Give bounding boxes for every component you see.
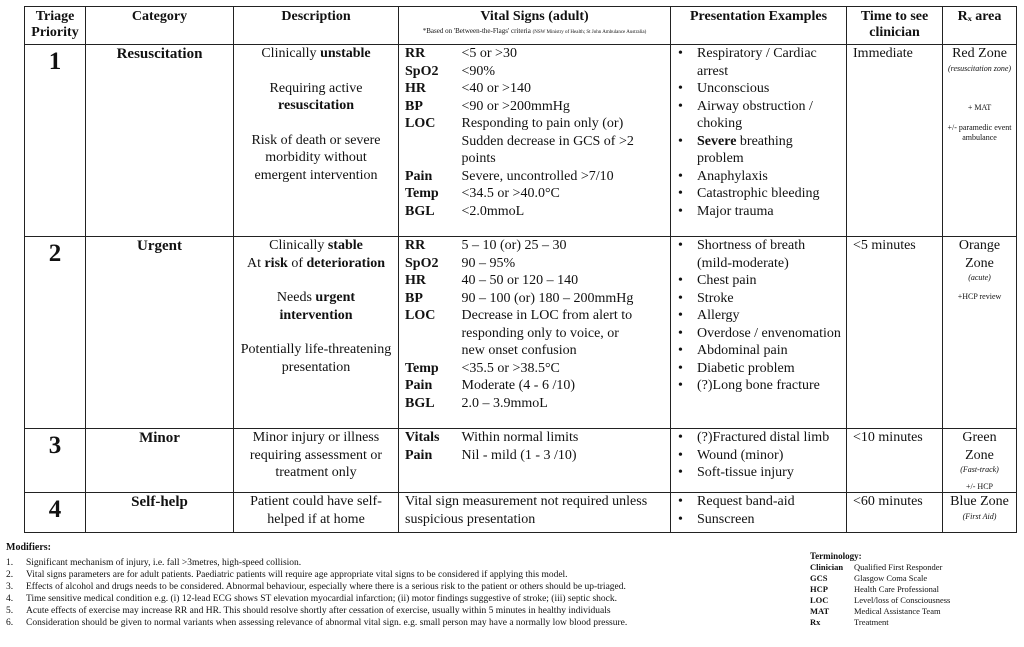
presentation-cell [671, 45, 847, 237]
modifier-number: 6. [6, 618, 14, 628]
list-item: • Abdominal pain [675, 342, 842, 360]
zone-sub: (Fast-track) [960, 465, 999, 474]
vital-key: RR [405, 46, 426, 61]
vital-key: Temp [405, 186, 439, 201]
category-cell: Urgent [86, 237, 234, 429]
modifier-text: Vital signs parameters are for adult patients. Paediatric patients will require age appropriate vital signs to be considered if applying this model. [26, 570, 568, 580]
vital-keys [399, 429, 460, 493]
description-cell: Minor injury or illness requiring assessment or treatment only [234, 429, 399, 493]
list-item: • Airway obstruction / choking [675, 98, 842, 133]
vital-key: LOC [405, 116, 436, 131]
vital-key: SpO2 [405, 255, 439, 271]
area-note: +/- paramedic event ambulance [947, 122, 1012, 142]
list-item: • (?)Fractured distal limb [675, 429, 842, 447]
list-item: • Allergy [675, 307, 842, 325]
presentation-cell [671, 237, 847, 429]
priority-cell: 2 [25, 237, 86, 429]
desc-line: Requiring active [269, 80, 363, 96]
desc-line [238, 307, 394, 325]
vital-key: LOC [405, 308, 436, 323]
term-key: Rx [810, 617, 821, 627]
desc-bold: urgent [315, 290, 356, 305]
vital-key: BGL [405, 203, 435, 219]
vital-value: points [461, 151, 496, 166]
desc-bold: resuscitation [278, 98, 354, 113]
category-cell: Self-help [86, 493, 234, 533]
term-value: Level/loss of Consciousness [854, 595, 951, 605]
vital-key: RR [405, 238, 426, 253]
vital-key: BP [405, 98, 423, 114]
term-item [810, 584, 1020, 595]
vital-value: 2.0 – 3.9mmoL [461, 395, 548, 411]
zone-name: Green Zone [962, 430, 997, 463]
priority-cell: 1 [25, 45, 86, 237]
desc-line [238, 45, 394, 63]
time-cell: <60 minutes [847, 493, 943, 533]
vital-key: HR [405, 81, 426, 96]
vital-value: Moderate (4 - 6 /10) [461, 378, 576, 393]
modifier-number: 3. [6, 582, 14, 592]
modifier-text: Time sensitive medical condition e.g. (i) 12-lead ECG shows ST elevation myocardial infarction; (ii) motor findings suggestive of stroke; (iii) septic shock. [26, 594, 617, 604]
vitals-note-source: (NSW Ministry of Health; St John Ambulance Australia) [532, 30, 647, 35]
area-note: + MAT [967, 102, 992, 112]
zone-sub: (First Aid) [962, 511, 997, 521]
time-cell: <5 minutes [847, 237, 943, 429]
vital-key: BGL [405, 395, 435, 411]
term-key: HCP [810, 584, 828, 594]
description-cell: Patient could have self-helped if at home [234, 493, 399, 533]
term-value: Health Care Professional [854, 584, 939, 594]
modifier-item [6, 617, 806, 629]
vital-key: Vitals [405, 430, 440, 445]
time-cell: Immediate [847, 45, 943, 237]
modifier-number: 2. [6, 570, 14, 580]
header-vitals [399, 7, 671, 45]
header-area: Rₓ area [943, 7, 1017, 45]
desc-bold: intervention [279, 307, 353, 323]
modifiers-list [6, 557, 806, 629]
term-key: Clinician [810, 562, 844, 572]
vital-key [405, 342, 456, 360]
vital-value: 40 – 50 or 120 – 140 [461, 273, 579, 288]
desc-bold: risk [264, 255, 288, 271]
vital-keys [399, 237, 460, 429]
vital-value: 90 – 100 (or) 180 – 200mmHg [461, 290, 634, 306]
zone-sub: (resuscitation zone) [948, 63, 1012, 73]
triage-row-2 [25, 237, 1017, 429]
area-cell [943, 493, 1017, 533]
terminology-list [810, 562, 1020, 628]
vital-key: Pain [405, 447, 433, 463]
vital-key: SpO2 [405, 63, 439, 79]
modifier-text: Acute effects of exercise may increase RR and HR. This should resolve shortly after cessation of exercise, usually within 5 minutes in healthy individuals [26, 606, 611, 616]
modifier-number: 4. [6, 594, 14, 604]
vital-keys [399, 45, 460, 237]
modifier-item [6, 593, 806, 605]
modifier-item [6, 605, 806, 617]
desc-line: Potentially life-threatening presentation [240, 342, 392, 375]
list-item: • Sunscreen [675, 511, 842, 529]
area-cell [943, 237, 1017, 429]
header-presentation: Presentation Examples [671, 7, 847, 45]
list-item: • Shortness of breath (mild-moderate) [675, 237, 842, 272]
term-item [810, 595, 1020, 606]
area-cell [943, 45, 1017, 237]
vital-value: responding only to voice, or [461, 325, 619, 341]
desc-text: At [246, 255, 265, 271]
term-value: Treatment [854, 617, 889, 627]
triage-row-3 [25, 429, 1017, 493]
list-item: • Overdose / envenomation [675, 325, 842, 343]
vital-value: Nil - mild (1 - 3 /10) [461, 447, 577, 463]
description-cell [234, 237, 399, 429]
list-item: • Wound (minor) [675, 447, 842, 465]
desc-bold: deterioration [306, 255, 386, 271]
presentation-cell [671, 429, 847, 493]
area-note: +/- HCP [966, 482, 993, 491]
vital-value: Sudden decrease in GCS of >2 [461, 133, 634, 149]
vital-value: Responding to pain only (or) [461, 116, 624, 131]
vital-values [460, 237, 671, 429]
vital-key: Temp [405, 360, 439, 376]
vital-key [405, 133, 456, 151]
vital-key: Pain [405, 378, 433, 393]
zone-name: Orange Zone [958, 238, 1001, 271]
term-value: Qualified First Responder [854, 562, 943, 572]
vitals-text-cell: Vital sign measurement not required unless suspicious presentation [399, 493, 671, 533]
header-row [25, 7, 1017, 45]
modifier-item [6, 569, 806, 581]
area-note: +HCP review [957, 292, 1002, 301]
vital-value: <34.5 or >40.0°C [461, 186, 560, 201]
vital-value: 5 – 10 (or) 25 – 30 [461, 238, 567, 253]
desc-bold: stable [327, 238, 363, 253]
header-vitals-title: Vital Signs (adult) [480, 9, 589, 24]
description-cell [234, 45, 399, 237]
list-item: • Diabetic problem [675, 360, 842, 378]
desc-text: of [287, 255, 307, 271]
list-item: • Chest pain [675, 272, 842, 290]
header-time: Time to see clinician [847, 7, 943, 45]
term-item [810, 606, 1020, 617]
desc-line [238, 237, 394, 255]
vital-key: BP [405, 290, 423, 306]
zone-name: Red Zone [952, 46, 1007, 61]
vital-value: Severe, uncontrolled >7/10 [461, 168, 614, 184]
list-item: • Anaphylaxis [675, 168, 842, 186]
modifier-item [6, 581, 806, 593]
vitals-note-text: *Based on 'Between-the-Flags' criteria [422, 27, 531, 35]
modifiers-section [6, 542, 806, 629]
presentation-list [675, 45, 842, 220]
vital-value: <90 or >200mmHg [461, 98, 570, 114]
term-item [810, 562, 1020, 573]
triage-row-1 [25, 45, 1017, 237]
vital-values [460, 429, 671, 493]
zone-name: Blue Zone [950, 494, 1009, 509]
header-vitals-note [403, 27, 666, 37]
term-value: Medical Assistance Team [854, 606, 941, 616]
vital-key: HR [405, 273, 426, 288]
priority-cell: 3 [25, 429, 86, 493]
vital-value: <90% [461, 63, 496, 79]
modifier-number: 5. [6, 606, 14, 616]
terminology-section [810, 551, 1020, 628]
modifiers-title: Modifiers: [6, 542, 51, 553]
list-item [675, 133, 842, 168]
list-item: • Unconscious [675, 80, 842, 98]
modifier-number: 1. [6, 558, 14, 568]
vital-key [405, 150, 456, 168]
vital-value: Decrease in LOC from alert to [461, 308, 633, 323]
term-item [810, 573, 1020, 584]
desc-line [238, 97, 394, 115]
term-key: GCS [810, 573, 828, 583]
vital-key [405, 325, 456, 343]
list-item-text: breathing problem [697, 133, 793, 166]
desc-line: Risk of death or severe morbidity without emergent intervention [251, 132, 381, 183]
triage-table [24, 6, 1017, 533]
vital-values [460, 45, 671, 237]
category-cell: Resuscitation [86, 45, 234, 237]
zone-sub: (acute) [968, 273, 991, 282]
header-category: Category [86, 7, 234, 45]
list-item: • Respiratory / Cardiac arrest [675, 45, 842, 80]
presentation-list [675, 237, 842, 395]
presentation-list [675, 493, 842, 528]
vital-value: <35.5 or >38.5°C [461, 360, 560, 376]
vital-value: <40 or >140 [461, 81, 531, 96]
term-key: MAT [810, 606, 830, 616]
modifier-item [6, 557, 806, 569]
time-cell: <10 minutes [847, 429, 943, 493]
modifier-text: Significant mechanism of injury, i.e. fall >3metres, high-speed collision. [26, 558, 302, 568]
desc-line [238, 289, 394, 307]
list-item: • Catastrophic bleeding [675, 185, 842, 203]
list-item: • Stroke [675, 290, 842, 308]
vital-key: Pain [405, 168, 433, 184]
category-cell: Minor [86, 429, 234, 493]
list-item: • (?)Long bone fracture [675, 377, 842, 395]
list-item: • Soft-tissue injury [675, 464, 842, 482]
header-description: Description [234, 7, 399, 45]
term-key: LOC [810, 595, 829, 605]
list-item: • Request band-aid [675, 493, 842, 511]
desc-text: Clinically [269, 238, 328, 253]
vital-value: new onset confusion [461, 343, 577, 358]
modifier-text: Consideration should be given to normal variants when assessing relevance of abnormal vital sign. e.g. small person may have a normally low blood pressure. [26, 618, 628, 628]
desc-line [238, 255, 394, 273]
term-value: Glasgow Coma Scale [854, 573, 928, 583]
desc-text: Clinically [261, 46, 321, 61]
desc-bold: unstable [320, 46, 371, 61]
vital-value: <2.0mmoL [461, 203, 525, 219]
area-cell [943, 429, 1017, 493]
severe-label: Severe [697, 133, 737, 149]
presentation-list [675, 429, 842, 482]
desc-text: Needs [276, 290, 316, 305]
vital-value: Within normal limits [461, 430, 579, 445]
presentation-cell [671, 493, 847, 533]
modifier-text: Effects of alcohol and drugs needs to be considered. Abnormal behaviour, especially where there is a serious risk to the patient or others should be up-triaged. [26, 582, 626, 592]
priority-cell: 4 [25, 493, 86, 533]
terminology-title: Terminology: [810, 551, 862, 561]
header-priority: Triage Priority [25, 7, 86, 45]
vital-value: 90 – 95% [461, 255, 516, 271]
term-item [810, 617, 1020, 628]
list-item: • Major trauma [675, 203, 842, 221]
triage-row-4 [25, 493, 1017, 533]
vital-value: <5 or >30 [461, 46, 517, 61]
